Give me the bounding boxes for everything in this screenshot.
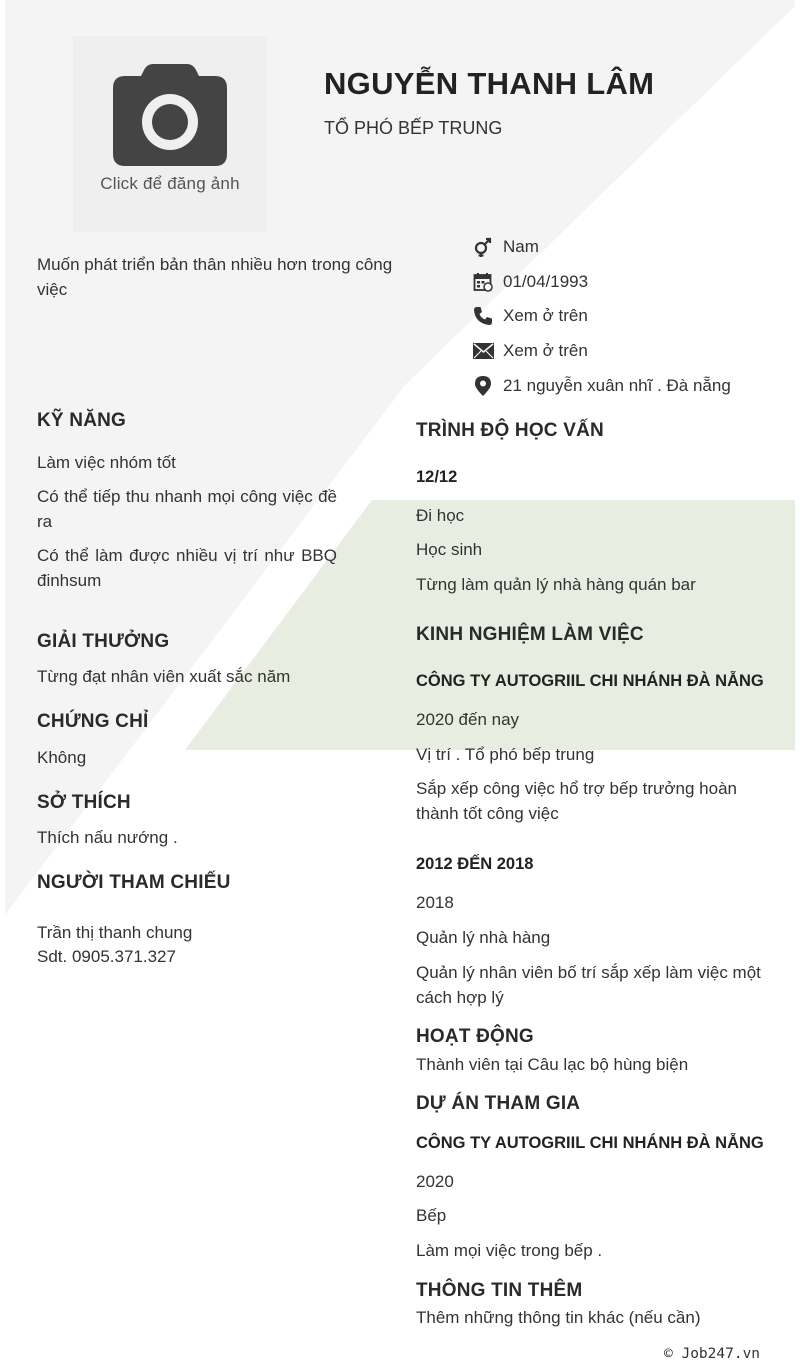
gender-icon	[472, 236, 494, 258]
candidate-title: TỔ PHÓ BẾP TRUNG	[324, 118, 503, 138]
activities-title: HOẠT ĐỘNG	[416, 1026, 534, 1047]
skill-item: Làm việc nhóm tốt	[37, 453, 176, 472]
gender-value: Nam	[503, 237, 539, 257]
contact-gender	[472, 230, 772, 265]
project-role: Bếp	[416, 1206, 447, 1225]
project-description: Làm mọi việc trong bếp .	[416, 1241, 603, 1260]
candidate-name: NGUYỄN THANH LÂM	[324, 66, 655, 101]
phone-icon	[472, 305, 494, 327]
project-period: 2020	[416, 1172, 454, 1191]
contact-birthday	[472, 265, 772, 300]
job-position: Vị trí . Tổ phó bếp trung	[416, 745, 595, 764]
projects-title: DỰ ÁN THAM GIA	[416, 1093, 581, 1114]
hobbies-text: Thích nấu nướng .	[37, 828, 178, 847]
project-company: CÔNG TY AUTOGRIIL CHI NHÁNH ĐÀ NẴNG	[416, 1134, 764, 1152]
certificates-title: CHỨNG CHỈ	[37, 711, 149, 732]
birthday-value: 01/04/1993	[503, 271, 589, 291]
experience-title: KINH NGHIỆM LÀM VIỆC	[416, 624, 644, 645]
education-title: TRÌNH ĐỘ HỌC VẤN	[416, 420, 604, 441]
job-period: 2020 đến nay	[416, 710, 520, 729]
awards-text: Từng đạt nhân viên xuất sắc năm	[37, 667, 291, 686]
hobbies-title: SỞ THÍCH	[37, 792, 131, 813]
skills-title: KỸ NĂNG	[37, 410, 127, 431]
career-objective: Muốn phát triển bản thân nhiều hơn trong công việc	[37, 255, 393, 299]
footer-brand: © Job247.vn	[664, 1346, 761, 1362]
references-title: NGƯỜI THAM CHIẾU	[37, 872, 231, 893]
contact-info	[472, 230, 772, 403]
awards-title: GIẢI THƯỞNG	[37, 631, 170, 652]
education-period: Đi học	[416, 506, 465, 525]
calendar-icon	[472, 271, 494, 293]
location-pin-icon	[472, 375, 494, 397]
skill-item: Có thể làm được nhiều vị trí như BBQ đinhsum	[37, 546, 337, 590]
phone-value: Xem ở trên	[503, 306, 588, 326]
avatar-upload[interactable]	[73, 36, 267, 232]
job-company: CÔNG TY AUTOGRIIL CHI NHÁNH ĐÀ NẴNG	[416, 672, 764, 690]
certificates-text: Không	[37, 748, 87, 767]
job-description: Quản lý nhân viên bố trí sắp xếp làm việc một cách hợp lý	[416, 963, 761, 1007]
additional-info-title: THÔNG TIN THÊM	[416, 1280, 583, 1301]
skill-item: Có thể tiếp thu nhanh mọi công việc đề ra	[37, 487, 337, 531]
activities-text: Thành viên tại Câu lạc bộ hùng biện	[416, 1055, 689, 1074]
job-position: Quản lý nhà hàng	[416, 928, 551, 947]
education-degree: Học sinh	[416, 540, 483, 559]
address-value: 21 nguyễn xuân nhĩ . Đà nẵng	[503, 375, 731, 395]
contact-email	[472, 334, 772, 369]
reference-name: Trần thị thanh chung	[37, 923, 193, 942]
additional-info-text: Thêm những thông tin khác (nếu cần)	[416, 1308, 701, 1327]
education-description: Từng làm quản lý nhà hàng quán bar	[416, 575, 696, 594]
envelope-icon	[472, 340, 494, 362]
job-company: 2012 ĐẾN 2018	[416, 855, 534, 873]
photo-caption: Click để đăng ảnh	[100, 174, 240, 193]
email-value: Xem ở trên	[503, 341, 588, 361]
job-description: Sắp xếp công việc hổ trợ bếp trưởng hoàn thành tốt công việc	[416, 779, 737, 823]
camera-icon	[111, 64, 229, 168]
job-period: 2018	[416, 893, 454, 912]
skills-list	[37, 450, 337, 602]
contact-address	[472, 368, 772, 403]
education-school: 12/12	[416, 468, 458, 486]
contact-phone	[472, 299, 772, 334]
reference-phone: Sdt. 0905.371.327	[37, 947, 176, 966]
